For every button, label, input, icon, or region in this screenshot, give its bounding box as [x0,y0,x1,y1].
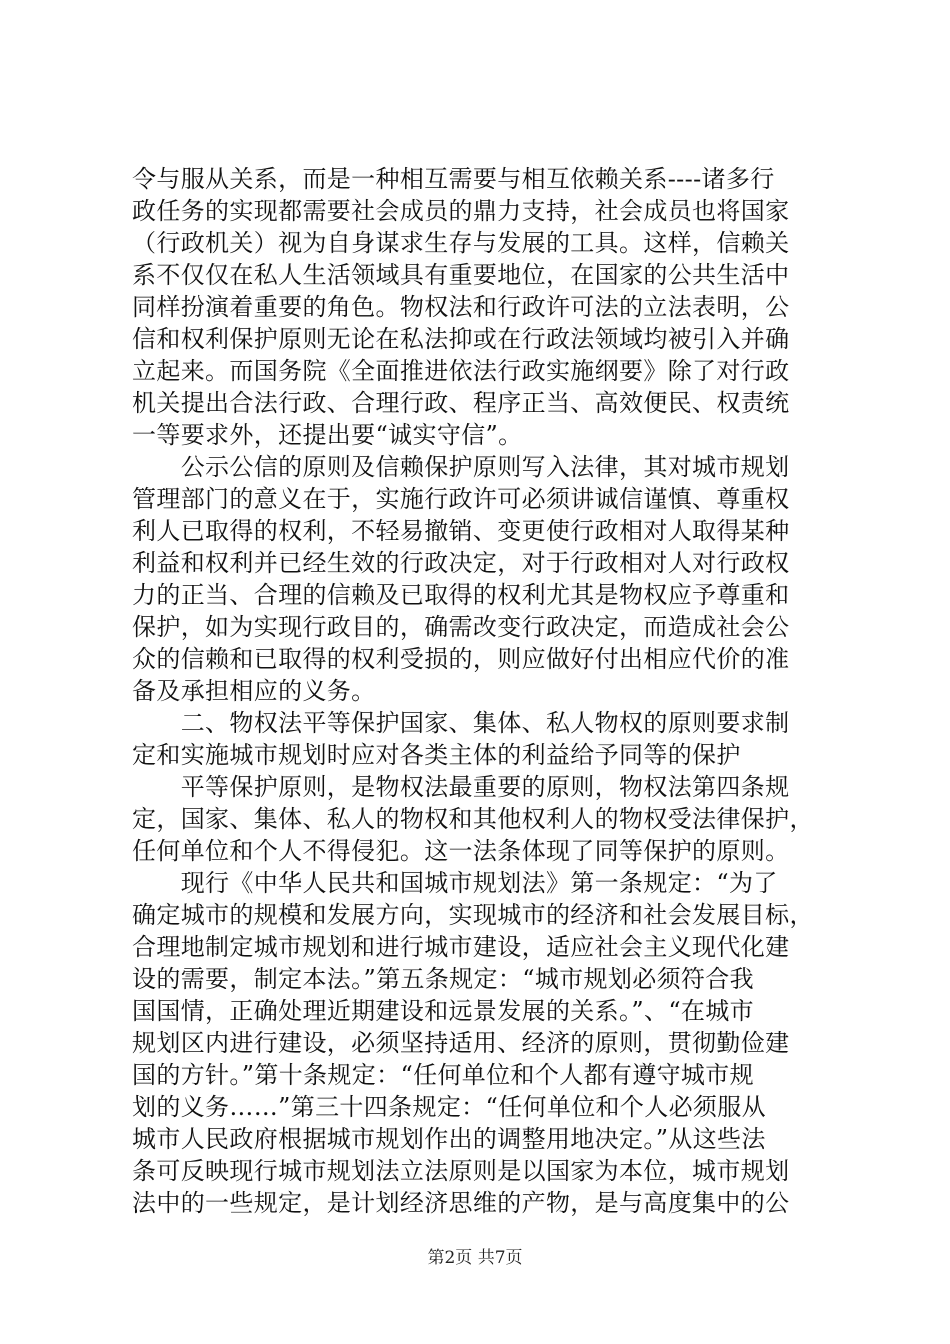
text-line: 公示公信的原则及信赖保护原则写入法律，其对城市规划 [132,453,790,481]
text-line: 法中的一些规定，是计划经济思维的产物，是与高度集中的公 [132,1189,790,1217]
text-line: 国国情，正确处理近期建设和远景发展的关系。”、“在城市 [132,997,754,1025]
text-line: 平等保护原则，是物权法最重要的原则，物权法第四条规 [132,773,790,801]
text-line: 条可反映现行城市规划法立法原则是以国家为本位，城市规划 [132,1157,790,1185]
text-line: 众的信赖和已取得的权利受损的，则应做好付出相应代价的准 [132,645,790,673]
text-line: 任何单位和个人不得侵犯。这一法条体现了同等保护的原则。 [132,837,790,865]
text-line: 立起来。而国务院《全面推进依法行政实施纲要》除了对行政 [132,357,790,385]
text-line: 系不仅仅在私人生活领域具有重要地位，在国家的公共生活中 [132,261,790,289]
text-line: 同样扮演着重要的角色。物权法和行政许可法的立法表明，公 [132,293,790,321]
text-line: 划的义务……”第三十四条规定：“任何单位和个人必须服从 [132,1093,766,1121]
body-text [132,163,832,1219]
text-line: 管理部门的意义在于，实施行政许可必须讲诚信谨慎、尊重权 [132,485,790,513]
text-line: 二、物权法平等保护国家、集体、私人物权的原则要求制 [132,709,790,737]
text-line: 设的需要，制定本法。”第五条规定：“城市规划必须符合我 [132,965,754,993]
text-line: 政任务的实现都需要社会成员的鼎力支持，社会成员也将国家 [132,197,790,225]
text-line: 令与服从关系，而是一种相互需要与相互依赖关系----诸多行 [132,165,775,193]
text-line: （行政机关）视为自身谋求生存与发展的工具。这样，信赖关 [132,229,790,257]
text-line: 利益和权利并已经生效的行政决定，对于行政相对人对行政权 [132,549,790,577]
text-line: 确定城市的规模和发展方向，实现城市的经济和社会发展目标， [132,901,814,929]
page-footer: 第2页 共7页 [427,1248,523,1268]
text-line: 信和权利保护原则无论在私法抑或在行政法领域均被引入并确 [132,325,790,353]
text-line: 定和实施城市规划时应对各类主体的利益给予同等的保护 [132,741,741,769]
text-line: 一等要求外，还提出要“诚实守信”。 [132,421,523,449]
text-line: 城市人民政府根据城市规划作出的调整用地决定。”从这些法 [132,1125,766,1153]
text-line: 备及承担相应的义务。 [132,677,376,705]
text-line: 保护，如为实现行政目的，确需改变行政决定，而造成社会公 [132,613,790,641]
text-line: 利人已取得的权利，不轻易撤销、变更使行政相对人取得某种 [132,517,790,545]
text-line: 国的方针。”第十条规定：“任何单位和个人都有遵守城市规 [132,1061,754,1089]
text-line: 力的正当、合理的信赖及已取得的权利尤其是物权应予尊重和 [132,581,790,609]
text-line: 机关提出合法行政、合理行政、程序正当、高效便民、权责统 [132,389,790,417]
text-line: 合理地制定城市规划和进行城市建设，适应社会主义现代化建 [132,933,790,961]
text-line: 规划区内进行建设，必须坚持适用、经济的原则，贯彻勤俭建 [132,1029,790,1057]
text-line: 定，国家、集体、私人的物权和其他权利人的物权受法律保护， [132,805,814,833]
text-line: 现行《中华人民共和国城市规划法》第一条规定：“为了 [132,869,778,897]
